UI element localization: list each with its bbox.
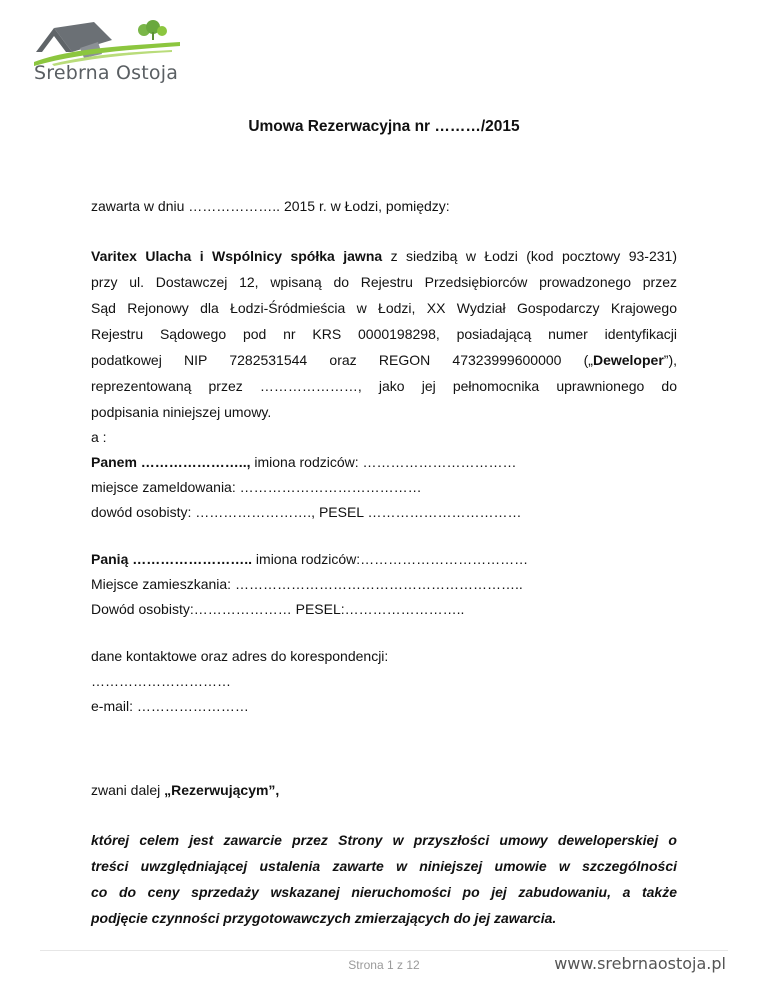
party-developer-line-5 bbox=[91, 347, 677, 373]
tax-ids: podatkowej NIP 7282531544 oraz REGON 47323999600000 („ bbox=[91, 352, 593, 368]
and-separator: a : bbox=[91, 429, 107, 445]
contact-address: ………………………… bbox=[91, 673, 231, 689]
logo-wordmark: Srebrna Ostoja bbox=[34, 62, 179, 84]
document-body bbox=[91, 193, 677, 931]
party-developer-line-4: Rejestru Sądowego pod nr KRS 0000198298, posiadającą numer identyfikacji bbox=[91, 326, 677, 342]
contact-heading: dane kontaktowe oraz adres do korespondencji: bbox=[91, 648, 389, 664]
party-mrs-id: Dowód osobisty:………………… PESEL:…………………….. bbox=[91, 601, 465, 617]
house-road-logo-icon bbox=[32, 18, 192, 68]
developer-term-close: ”), bbox=[663, 352, 677, 368]
party-mr-residence: miejsce zameldowania: ………………………………… bbox=[91, 479, 422, 495]
party-mrs-line bbox=[91, 547, 677, 572]
purpose-line-3: co do ceny sprzedaży wskazanej nieruchomości po jej zabudowaniu, a także bbox=[91, 884, 677, 900]
purpose-line-4: podjęcie czynności przygotowawczych zmierzających do jej zawarcia. bbox=[91, 910, 557, 926]
page-number: Strona 1 z 12 bbox=[348, 958, 420, 972]
purpose-line-1: której celem jest zawarcie przez Strony w przyszłości umowy deweloperskiej o bbox=[91, 832, 677, 848]
contract-date-line: zawarta w dniu ……………….. 2015 r. w Łodzi, pomiędzy: bbox=[91, 198, 450, 214]
developer-seat: z siedzibą w Łodzi (kod pocztowy 93-231) bbox=[382, 248, 677, 264]
mrs-name: Panią …………………….. bbox=[91, 551, 253, 567]
reserving-term: „Rezerwującym”, bbox=[164, 782, 280, 798]
purpose-line-2: treści uwzględniającej ustalenia zawarte w niniejszej umowie w szczególności bbox=[91, 858, 677, 874]
developer-name: Varitex Ulacha i Wspólnicy spółka jawna bbox=[91, 248, 383, 264]
party-developer-line-3: Sąd Rejonowy dla Łodzi-Śródmieścia w Łodzi, XX Wydział Gospodarczy Krajowego bbox=[91, 300, 677, 316]
contact-email: e-mail: …………………… bbox=[91, 698, 249, 714]
mr-parents: imiona rodziców: …………………………… bbox=[250, 454, 517, 470]
reserving-party-line bbox=[91, 777, 677, 803]
party-developer-line-1 bbox=[91, 243, 677, 269]
developer-term: Deweloper bbox=[592, 352, 664, 368]
party-developer-line-6: reprezentowaną przez …………………, jako jej pełnomocnika uprawnionego do bbox=[91, 378, 677, 394]
party-mrs-residence: Miejsce zamieszkania: …………………………………………………….. bbox=[91, 576, 523, 592]
party-developer-line-2: przy ul. Dostawczej 12, wpisaną do Rejestru Przedsiębiorców prowadzonego przez bbox=[91, 274, 677, 290]
reserving-intro: zwani dalej bbox=[91, 782, 165, 798]
website-url: www.srebrnaostoja.pl bbox=[554, 954, 726, 973]
company-logo bbox=[32, 18, 192, 98]
document-title: Umowa Rezerwacyjna nr ………/2015 bbox=[248, 118, 520, 135]
party-mr-line bbox=[91, 450, 677, 475]
mr-name: Panem ………………….., bbox=[91, 454, 251, 470]
party-mr-id: dowód osobisty: ……………………., PESEL …………………………… bbox=[91, 504, 522, 520]
footer-divider bbox=[40, 950, 728, 951]
party-developer-line-7: podpisania niniejszej umowy. bbox=[91, 404, 272, 420]
mrs-parents: imiona rodziców:……………………………… bbox=[252, 551, 529, 567]
